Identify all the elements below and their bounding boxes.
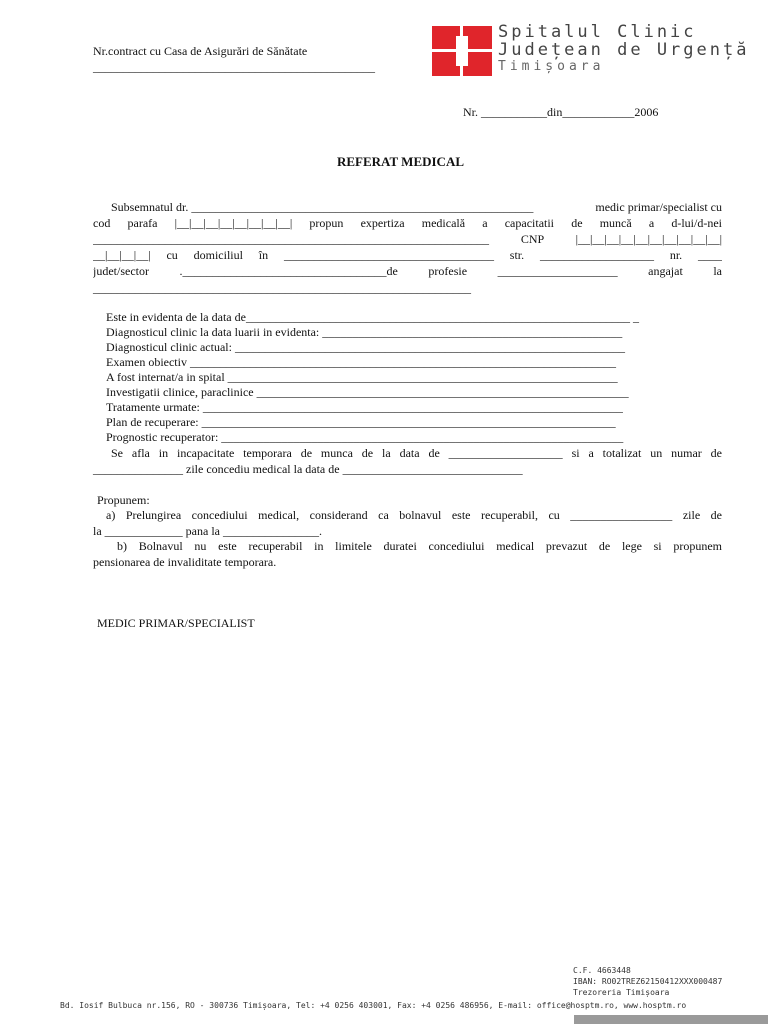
contract-blank: _______________________________________________	[93, 60, 375, 74]
field-recovery-plan: Plan de recuperare: _____________________________________________________________________	[106, 415, 616, 429]
field-exam: Examen obiectiv _______________________________________________________________________	[106, 355, 616, 369]
hospital-logo	[432, 26, 492, 76]
footer-iban: IBAN: RO02TREZ62150412XXX000487	[573, 977, 723, 986]
intro-line-6: _______________________________________________________________	[93, 281, 471, 295]
footer-bar	[574, 1015, 768, 1024]
logo-line2: Județean de Urgență	[498, 40, 750, 60]
footer-address: Bd. Iosif Bulbuca nr.156, RO - 300736 Timișoara, Tel: +4 0256 403001, Fax: +4 0256 486956, E-mail: office@hosptm.ro, www.hosptm.ro	[60, 1001, 687, 1010]
proposal-a-line-2: la _____________ pana la ________________.	[93, 524, 322, 538]
intro-line-1a: Subsemnatul dr. _________________________________________________________	[111, 200, 534, 214]
intro-line-4: __|__|__|__| cu domiciliul în ___________________________________ str. ___________________ nr. ____	[93, 248, 722, 262]
signature-label: MEDIC PRIMAR/SPECIALIST	[97, 616, 255, 630]
intro-line-1b: medic primar/specialist cu	[595, 200, 722, 214]
field-initial-diagnosis: Diagnosticul clinic la data luarii in evidenta: __________________________________________________	[106, 325, 623, 339]
field-investigations: Investigatii clinice, paraclinice ______________________________________________________________	[106, 385, 629, 399]
field-hospitalized: A fost internat/a in spital _________________________________________________________________	[106, 370, 618, 384]
intro-line-5: judet/sector .__________________________________de profesie ____________________ angajat la	[93, 264, 722, 278]
logo-line1: Spitalul Clinic	[498, 22, 697, 42]
contract-label: Nr.contract cu Casa de Asigurări de Sănătate	[93, 44, 308, 58]
footer-cf: C.F. 4663448	[573, 966, 631, 975]
proposal-b-line-1: b) Bolnavul nu este recuperabil in limitele duratei concediului medical prevazut de lege si propunem	[117, 539, 722, 553]
page-title: REFERAT MEDICAL	[337, 154, 465, 169]
document-number: Nr. ___________din____________2006	[463, 105, 659, 119]
proposal-heading: Propunem:	[97, 493, 150, 507]
proposal-a-line-1: a) Prelungirea concediului medical, considerand ca bolnavul este recuperabil, cu _________________ zile de	[106, 508, 722, 522]
field-evidence-date: Este in evidenta de la data de________________________________________________________________ _	[106, 310, 639, 324]
hospital-cross-icon	[432, 26, 492, 76]
field-prognosis: Prognostic recuperator: ___________________________________________________________________	[106, 430, 624, 444]
footer-treasury: Trezoreria Timișoara	[573, 988, 670, 997]
proposal-b-line-2: pensionarea de invaliditate temporara.	[93, 555, 277, 569]
intro-line-3: __________________________________________________________________ CNP |__|__|__|__|__|__|__|__|__|__|	[93, 232, 722, 246]
incapacity-line-1: Se afla in incapacitate temporara de munca de la data de ___________________ si a totalizat un numar de	[111, 446, 722, 460]
incapacity-line-2: _______________ zile concediu medical la data de ______________________________	[93, 462, 523, 476]
field-current-diagnosis: Diagnosticul clinic actual: _________________________________________________________________	[106, 340, 625, 354]
intro-line-2: cod parafa |__|__|__|__|__|__|__|__| propun expertiza medicală a capacitatii de muncă a d-lui/d-nei	[93, 216, 722, 230]
field-treatments: Tratamente urmate: ______________________________________________________________________	[106, 400, 623, 414]
logo-line3: Timișoara	[498, 59, 605, 74]
